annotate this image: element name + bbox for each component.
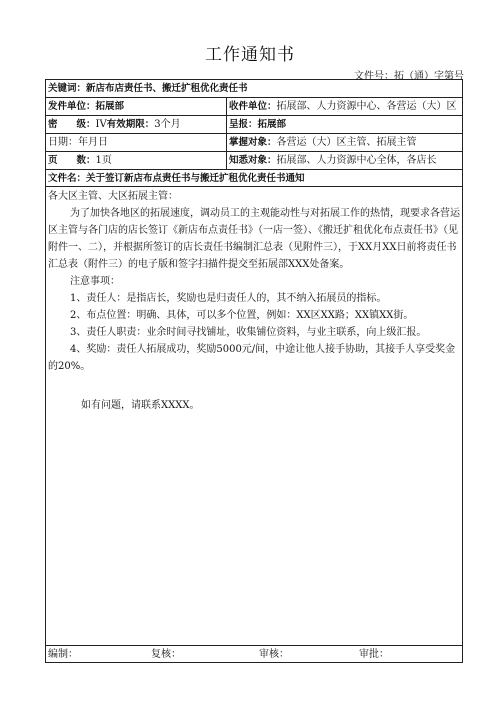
secret-row xyxy=(46,116,462,134)
master-label: 掌握对象： xyxy=(229,137,277,148)
pages-row xyxy=(46,152,462,170)
secret-value: IV xyxy=(95,119,107,130)
reviewer-label: 复核： xyxy=(151,649,181,660)
validity-value: 3个月 xyxy=(154,119,181,130)
greeting: 各大区主管、大区拓展主管： xyxy=(48,191,178,202)
sender-row xyxy=(46,98,462,116)
notice-form xyxy=(45,79,463,663)
approver-label: 审批： xyxy=(359,649,389,660)
auditor-label: 审核： xyxy=(259,649,289,660)
note-item: 2、布点位置：明确、具体，可以多个位置，例如：XX区XX路；XX镇XX街。 xyxy=(70,310,414,321)
sender-value: 拓展部 xyxy=(95,101,125,112)
editor-label: 编制： xyxy=(48,649,78,660)
date-row xyxy=(46,134,462,152)
validity-label: 有效期限： xyxy=(106,119,155,130)
pages-label: 页 数： xyxy=(48,155,96,166)
document-title: 工作通知书 xyxy=(205,45,295,65)
note-item: 3、责任人职责：业余时间寻找铺址，收集铺位资料，与业主联系，向上级汇报。 xyxy=(70,327,427,338)
known-value: 拓展部、人力资源中心全体，各店长 xyxy=(276,155,437,166)
pages-value: 1页 xyxy=(95,155,112,166)
known-label: 知悉对象： xyxy=(229,155,277,166)
receiver-value: 拓展部、人力资源中心、各营运（大）区 xyxy=(276,101,457,112)
main-paragraph: 为了加快各地区的拓展速度，调动员工的主观能动性与对拓展工作的热情，现要求各营运区主管与各门店的店长签订《新店布点责任书》（一店一签）、《搬迁扩租优化布点责任书》（见附件一、二），并根据所签订的店长责任书编制汇总表（见附件三），于XX月XX日前将责任书汇总表（附件三）的电子版和签字扫描件提交至拓展部XXX处备案。 xyxy=(48,208,460,270)
contact-line: 如有问题，请联系XXXX。 xyxy=(81,400,200,411)
file-name: 文件名：关于签订新店布点责任书与搬迁扩租优化责任书通知 xyxy=(48,173,305,184)
secret-label: 密 级： xyxy=(48,119,96,130)
notes-title: 注意事项： xyxy=(70,276,120,287)
note-item: 4、奖励：责任人拓展成功，奖励5000元/间，中途让他人接手协助，其接手人享受奖金的20%。 xyxy=(48,344,456,372)
document-number: 文件号：拓（通）字第号 xyxy=(354,71,464,82)
note-item: 1、责任人：是指店长，奖励也是归责任人的，其不纳入拓展员的指标。 xyxy=(70,293,387,304)
filename-row xyxy=(46,170,462,187)
signature-row xyxy=(46,645,462,664)
report-text: 呈报：拓展部 xyxy=(229,119,287,130)
keywords-row xyxy=(46,80,462,98)
notice-body xyxy=(48,188,460,414)
keywords-text: 关键词：新店布店责任书、搬迁扩租优化责任书 xyxy=(48,83,248,94)
sender-label: 发件单位： xyxy=(48,101,96,112)
receiver-label: 收件单位： xyxy=(229,101,277,112)
master-value: 各营运（大）区主管、拓展主管 xyxy=(276,137,417,148)
date-text: 日期：年月日 xyxy=(48,137,108,148)
